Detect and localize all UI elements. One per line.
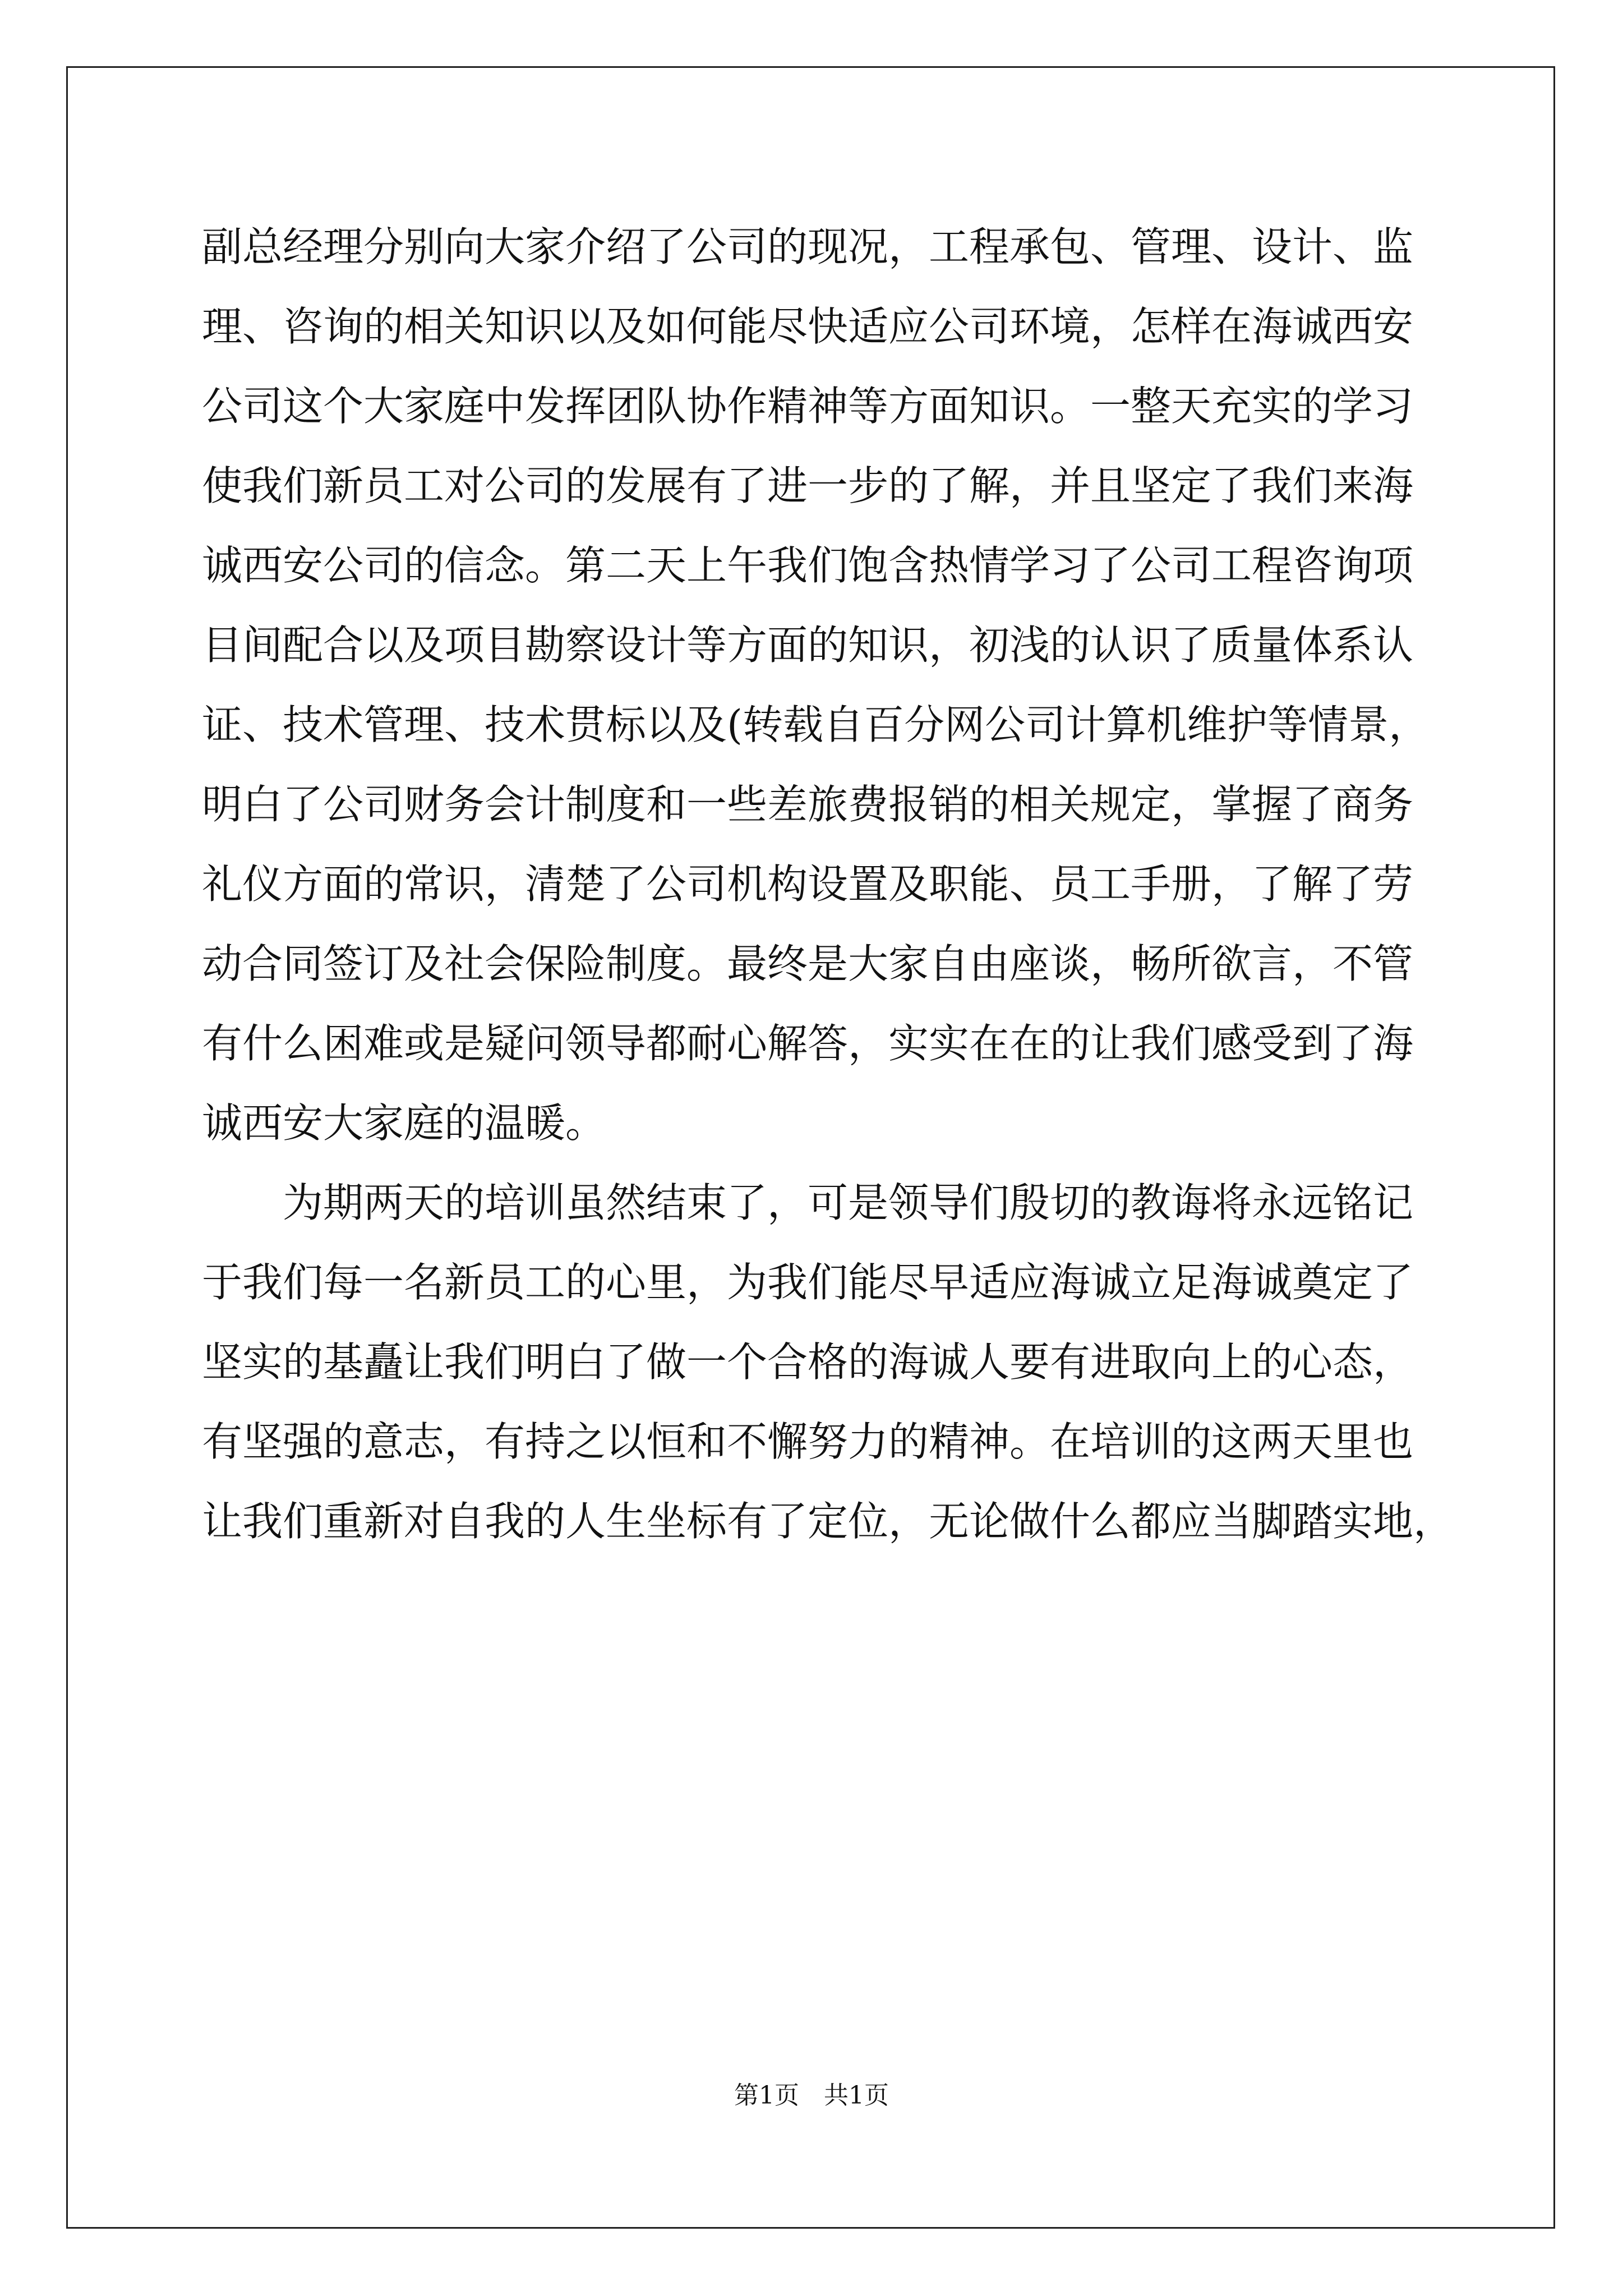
- body-line-2: 理、咨询的相关知识以及如何能尽快适应公司环境，怎样在海诚西安: [202, 303, 1414, 350]
- body-line-9: 礼仪方面的常识，清楚了公司机构设置及职能、员工手册，了解了劳: [202, 861, 1414, 908]
- page-footer: 第1页 共1页: [734, 2081, 889, 2110]
- body-line-6: 目间配合以及项目勘察设计等方面的知识，初浅的认识了质量体系认: [202, 622, 1414, 669]
- body-line-5: 诚西安公司的信念。第二天上午我们饱含热情学习了公司工程咨询项: [202, 542, 1414, 589]
- body-line-11: 有什么困难或是疑问领导都耐心解答，实实在在的让我们感受到了海: [202, 1020, 1414, 1067]
- body-line-4: 使我们新员工对公司的发展有了进一步的了解，并且坚定了我们来海: [202, 462, 1414, 509]
- body-line-7: 证、技术管理、技术贯标以及(转载自百分网公司计算机维护等情景，: [202, 701, 1430, 748]
- body-line-15: 坚实的基矗让我们明白了做一个合格的海诚人要有进取向上的心态，: [202, 1338, 1414, 1386]
- body-line-3: 公司这个大家庭中发挥团队协作精神等方面知识。一整天充实的学习: [202, 383, 1414, 430]
- body-line-14: 于我们每一名新员工的心里，为我们能尽早适应海诚立足海诚奠定了: [202, 1259, 1414, 1306]
- body-line-13: 为期两天的培训虽然结束了，可是领导们殷切的教诲将永远铭记: [202, 1179, 1414, 1226]
- body-line-10: 动合同签订及社会保险制度。最终是大家自由座谈，畅所欲言，不管: [202, 940, 1414, 987]
- body-line-8: 明白了公司财务会计制度和一些差旅费报销的相关规定，掌握了商务: [202, 781, 1414, 828]
- body-line-1: 副总经理分别向大家介绍了公司的现况，工程承包、管理、设计、监: [202, 223, 1414, 270]
- body-line-16: 有坚强的意志，有持之以恒和不懈努力的精神。在培训的这两天里也: [202, 1418, 1414, 1465]
- body-line-12: 诚西安大家庭的温暖。: [202, 1099, 606, 1147]
- body-line-17: 让我们重新对自我的人生坐标有了定位，无论做什么都应当脚踏实地，: [202, 1498, 1454, 1545]
